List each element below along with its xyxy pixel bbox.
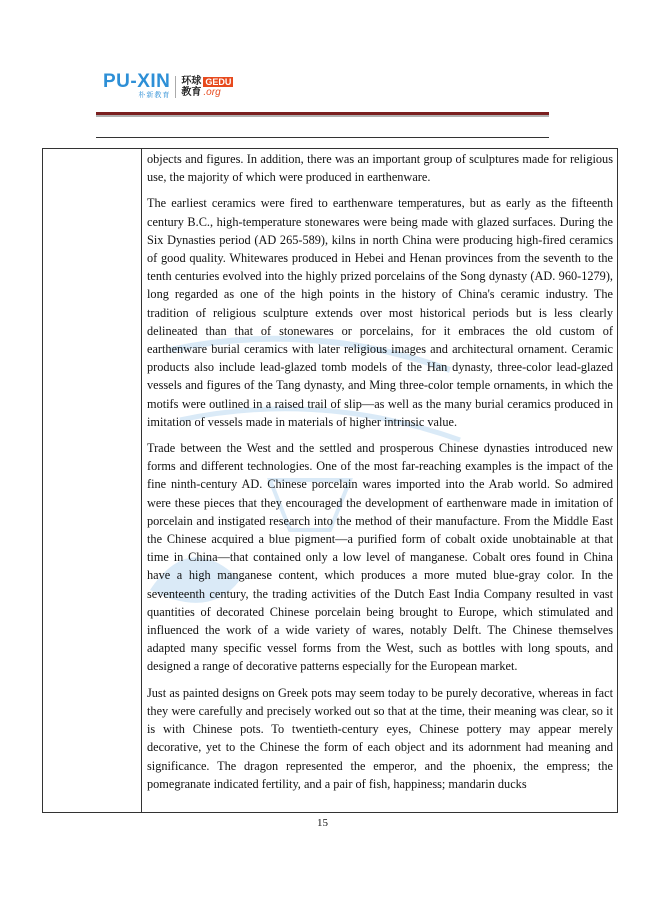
logo-divider — [175, 76, 176, 98]
logo-brand: PU-XIN — [103, 71, 171, 92]
paragraph-4: Just as painted designs on Greek pots may seem today to be purely decorative, whereas in fact they were carefully and precisely worked out so that at the time, their meaning was clear, so it is with Chinese pots. To twentieth-century eyes, Chinese pottery may appear merely decorative, yet to the Chinese the form of each object and its adornment had meaning and significance. The dragon represented the emperor, and the phoenix, the empress; the pomegranate indicated fertility, and a pair of fish, happiness; mandarin ducks — [147, 685, 613, 791]
page-number: 15 — [317, 817, 328, 829]
logo-cn-bottom: 教育 — [181, 87, 202, 98]
puxin-logo — [103, 71, 171, 100]
table-column-divider — [141, 149, 142, 812]
paragraph-2: The earliest ceramics were fired to earthenware temperatures, but as early as the fifteenth century B.C., high-temperature stonewares were being made with glazed surfaces. During the Six Dynasties period (AD 265-589), kilns in north China were producing high-fired ceramics of good quality. Whitewares produced in Hebei and Henan provinces from the seventh to the tenth centuries evolved into the highly prized porcelains of the Song dynasty (AD. 960-1279), long regarded as one of the high points in the history of China's ceramic industry. The tradition of religious sculpture extends over most historical periods but is less clearly delineated than that of stonewares or porcelains, for it embraces the old custom of earthenware burial ceramics with later religious images and architectural ornament. Ceramic products also include lead-glazed tomb models of the Han dynasty, three-color lead-glazed vessels and figures of the Tang dynasty, and Ming three-color temple ornaments, in which the motifs were outlined in a raised trail of slip—as well as the many burial ceramics produced in imitation of vessels made in materials of higher intrinsic value. — [147, 196, 613, 429]
paragraph-1: objects and figures. In addition, there was an important group of sculptures made for religious use, the majority of which were produced in earthenware. — [147, 152, 613, 185]
logo-cn-top: 环球 — [181, 76, 202, 87]
logo-org: .org — [203, 87, 221, 98]
logo-gedu: GEDU — [205, 76, 232, 87]
logo-brand-sub: 朴新教育 — [138, 91, 171, 99]
paragraph-3: Trade between the West and the settled and prosperous Chinese dynasties introduced new forms and different technologies. One of the most far-reaching examples is the impact of the fine ninth-century AD. Chinese porcelain wares imported into the Arab world. So admired were these pieces that they encouraged the development of earthenware made in imitation of porcelain and instigated research into the method of their manufacture. From the Middle East the Chinese acquired a blue pigment—a purified form of cobalt oxide unobtainable at that time in China—that contained only a low level of manganese. Cobalt ores found in China have a high manganese content, which produces a more muted blue-gray color. In the seventeenth century, the trading activities of the Dutch East India Company resulted in vast quantities of decorated Chinese porcelain being brought to Europe, which stimulated and influenced the work of a wide variety of wares, notably Delft. The Chinese themselves adapted many specific vessel forms from the West, such as bottles with long spouts, and designed a range of decorative patterns especially for the European market. — [147, 441, 613, 674]
header-rule-thin — [96, 137, 549, 138]
content-table — [42, 148, 618, 813]
header-logo — [103, 71, 233, 100]
table-text-cell — [147, 150, 613, 801]
gedu-logo — [181, 76, 233, 98]
header-rule-grey — [96, 115, 549, 117]
